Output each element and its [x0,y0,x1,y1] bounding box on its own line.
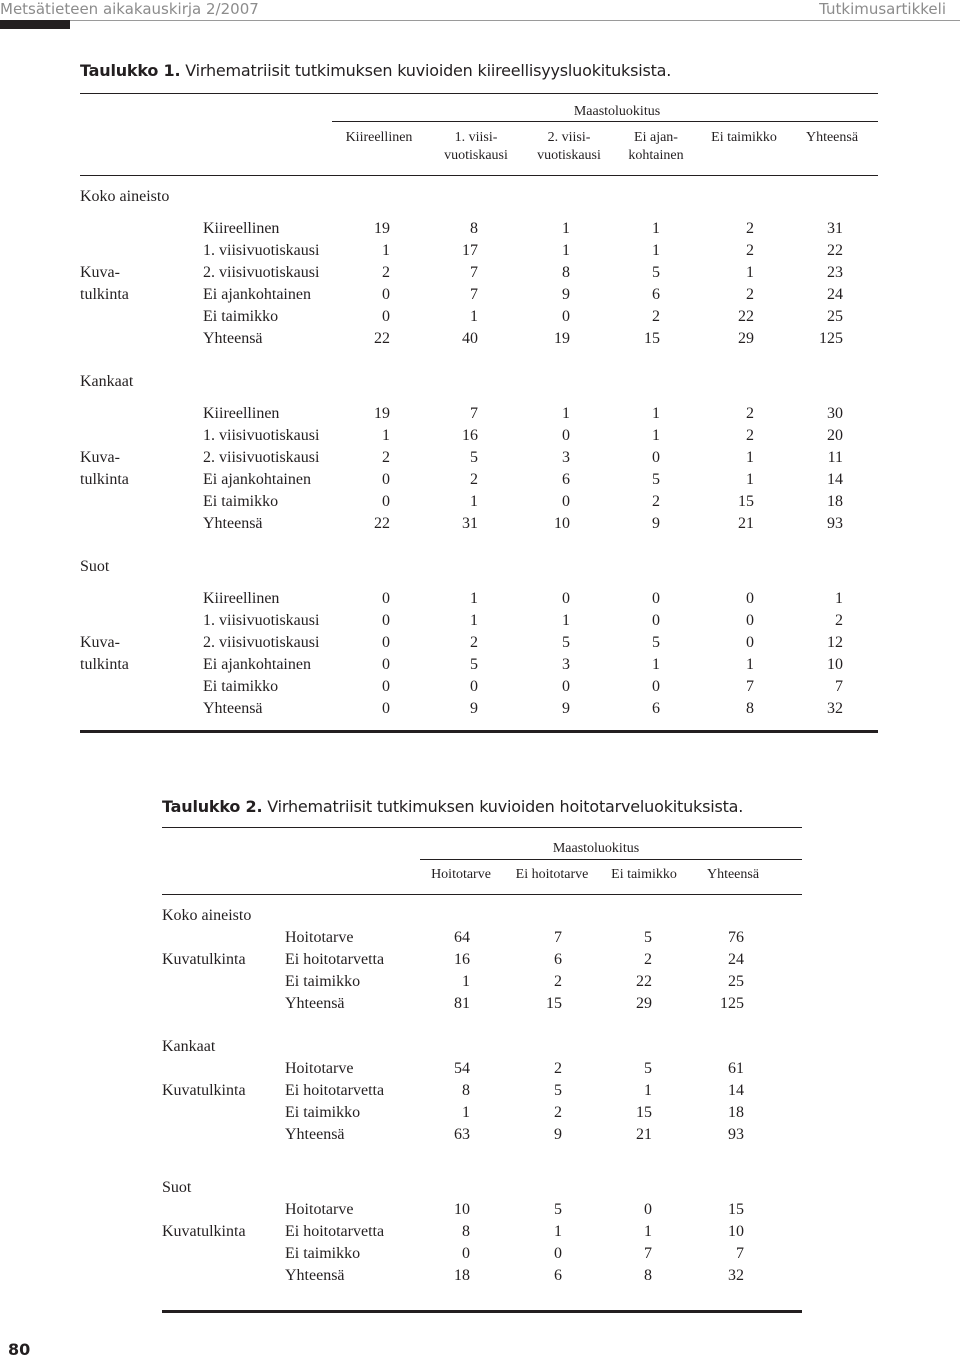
table2-cell: 5 [644,929,652,946]
table1-cell: 7 [835,678,843,695]
table2-cell: 7 [554,929,562,946]
table1-cell: 1 [652,656,660,673]
table2-cell: 61 [728,1060,744,1077]
table2-cell: 8 [462,1223,470,1240]
table2-cell: 10 [728,1223,744,1240]
table1-cell: 0 [562,427,570,444]
table1-group-header: Maastoluokitus [573,104,661,119]
table2-cell: 0 [554,1245,562,1262]
table1-cell: 2 [652,493,660,510]
table1-cell: 0 [382,678,390,695]
table1-cell: 1 [746,471,754,488]
table1-cell: 93 [827,515,843,532]
table1-caption-label: Taulukko 1. [80,61,181,80]
table1-cell: 1 [562,220,570,237]
table1-bottom-rule [80,730,878,733]
table2-group-header: Maastoluokitus [552,841,640,856]
table1-cell: 1 [562,405,570,422]
table2-cell: 32 [728,1267,744,1284]
table2-cell: 2 [644,951,652,968]
table1-column-header: Kiireellinen [345,130,413,145]
table2-cell: 15 [728,1201,744,1218]
table1-cell: 9 [562,700,570,717]
table2-side-label: Kuvatulkinta [162,1223,246,1240]
table1-cell: 1 [652,405,660,422]
table1-cell: 0 [652,449,660,466]
table1-cell: 22 [738,308,754,325]
table1-cell: 9 [470,700,478,717]
table1-row-label: 2. viisivuotiskausi [203,264,320,281]
table2-cell: 18 [454,1267,470,1284]
table2-cell: 63 [454,1126,470,1143]
table1-cell: 1 [562,612,570,629]
table1-cell: 6 [652,700,660,717]
table2-cell: 10 [454,1201,470,1218]
table1-cell: 0 [382,700,390,717]
table1-cell: 0 [746,612,754,629]
table1-cell: 2 [746,405,754,422]
table1-side-label: Kuva- [80,449,120,466]
table2-cell: 5 [554,1082,562,1099]
table1-cell: 1 [470,612,478,629]
table1-row-label: Kiireellinen [203,405,280,422]
table1-cell: 20 [827,427,843,444]
table1-cell: 5 [470,656,478,673]
table1-cell: 2 [746,427,754,444]
table2-cell: 0 [462,1245,470,1262]
table1-cell: 25 [827,308,843,325]
table1-cell: 0 [382,634,390,651]
table2-group-rule [420,859,802,860]
table1-cell: 15 [644,330,660,347]
table1-cell: 1 [746,264,754,281]
table1-row-label: Ei ajankohtainen [203,656,311,673]
table1-column-header: Ei ajan- [634,130,678,145]
table2-cell: 9 [554,1126,562,1143]
table1-row-label: Kiireellinen [203,220,280,237]
table1-cell: 15 [738,493,754,510]
table1-cell: 21 [738,515,754,532]
table1-cell: 7 [470,405,478,422]
table1-cell: 125 [819,330,843,347]
table1-cell: 0 [470,678,478,695]
table2-cell: 125 [720,995,744,1012]
table1-cell: 16 [462,427,478,444]
table1-cell: 0 [562,678,570,695]
table2-bottom-rule [162,1310,802,1313]
table1-row-label: Ei taimikko [203,678,279,695]
table2-cell: 1 [462,973,470,990]
table1-cell: 32 [827,700,843,717]
table1-cell: 7 [746,678,754,695]
table1-cell: 0 [382,286,390,303]
table2-row-label: Hoitotarve [285,929,354,946]
table1-cell: 19 [374,405,390,422]
table1-cell: 1 [835,590,843,607]
table1-cell: 2 [746,242,754,259]
table1-cell: 0 [382,590,390,607]
table1-cell: 1 [382,427,390,444]
table1-column-header: Ei taimikko [711,130,777,145]
header-bar [0,20,70,29]
table1-section-title: Koko aineisto [80,188,170,205]
table1-cell: 3 [562,656,570,673]
table2-cell: 93 [728,1126,744,1143]
table1-row-label: 1. viisivuotiskausi [203,612,320,629]
table2-cell: 25 [728,973,744,990]
table1-cell: 5 [652,634,660,651]
table2-cell: 6 [554,1267,562,1284]
table1-cell: 0 [652,612,660,629]
table1-cell: 1 [470,308,478,325]
table1-cell: 2 [470,634,478,651]
table2-cell: 5 [644,1060,652,1077]
table1-cell: 31 [827,220,843,237]
table2-cell: 54 [454,1060,470,1077]
table1-cell: 8 [562,264,570,281]
table1-row-label: 2. viisivuotiskausi [203,449,320,466]
table1-cell: 22 [374,515,390,532]
table1-cell: 9 [652,515,660,532]
table1-row-label: Yhteensä [203,700,263,717]
table2-cell: 5 [554,1201,562,1218]
table1-cell: 22 [827,242,843,259]
table1-row-label: Ei taimikko [203,493,279,510]
table1-cell: 1 [652,242,660,259]
table2-column-header: Ei taimikko [611,867,677,882]
table2-column-header: Ei hoitotarve [515,867,589,882]
table1-top-rule [80,93,878,94]
table2-cell: 14 [728,1082,744,1099]
table2-row-label: Yhteensä [285,1267,345,1284]
table1-caption-text: Virhematriisit tutkimuksen kuvioiden kiireellisyysluokituksista. [180,61,672,80]
table2-section-title: Koko aineisto [162,907,252,924]
table2-row-label: Yhteensä [285,1126,345,1143]
table2-cell: 1 [462,1104,470,1121]
table1-section-title: Kankaat [80,373,134,390]
table1-cell: 0 [562,590,570,607]
table1-column-header: vuotiskausi [444,148,508,163]
table2-row-label: Ei taimikko [285,973,361,990]
table1-cell: 5 [470,449,478,466]
table2-cell: 15 [546,995,562,1012]
header-rule [0,20,960,21]
table2-header-rule [162,894,802,895]
table1-cell: 0 [562,493,570,510]
table1-row-label: Ei taimikko [203,308,279,325]
table1-cell: 19 [554,330,570,347]
table2-cell: 64 [454,929,470,946]
table2-row-label: Ei hoitotarvetta [285,951,385,968]
table2-cell: 8 [644,1267,652,1284]
table1-cell: 0 [652,590,660,607]
table1-cell: 7 [470,264,478,281]
table1-row-label: Ei ajankohtainen [203,471,311,488]
table2-cell: 0 [644,1201,652,1218]
table1-column-header: 1. viisi- [454,130,498,145]
table2-cell: 1 [644,1082,652,1099]
table1-cell: 22 [374,330,390,347]
page-number: 80 [8,1340,31,1359]
table1-cell: 24 [827,286,843,303]
table1-cell: 1 [470,493,478,510]
table2-cell: 15 [636,1104,652,1121]
table2-column-header: Hoitotarve [431,867,491,882]
table1-cell: 6 [562,471,570,488]
table2-cell: 18 [728,1104,744,1121]
journal-title: Metsätieteen aikakauskirja 2/2007 [0,0,259,18]
table1-caption [80,61,671,80]
table2-section-title: Suot [162,1179,192,1196]
table2-section-title: Kankaat [162,1038,216,1055]
table1-cell: 0 [746,590,754,607]
table2-cell: 2 [554,973,562,990]
table2-cell: 2 [554,1104,562,1121]
table1-cell: 2 [746,220,754,237]
table1-side-label: tulkinta [80,286,129,303]
table1-cell: 2 [382,449,390,466]
table1-cell: 0 [652,678,660,695]
table2-cell: 1 [554,1223,562,1240]
table1-section-title: Suot [80,558,110,575]
section-label: Tutkimusartikkeli [819,0,946,18]
table2-cell: 7 [644,1245,652,1262]
table1-cell: 2 [470,471,478,488]
table1-cell: 10 [554,515,570,532]
table1-cell: 2 [382,264,390,281]
table1-cell: 1 [746,449,754,466]
table1-cell: 30 [827,405,843,422]
table1-cell: 5 [652,471,660,488]
table2-cell: 1 [644,1223,652,1240]
table1-cell: 40 [462,330,478,347]
table1-cell: 17 [462,242,478,259]
table2-cell: 6 [554,951,562,968]
table1-row-label: 1. viisivuotiskausi [203,427,320,444]
table1-cell: 5 [562,634,570,651]
table2-column-header: Yhteensä [706,867,760,882]
table1-cell: 1 [382,242,390,259]
table1-side-label: tulkinta [80,471,129,488]
table1-cell: 3 [562,449,570,466]
table1-cell: 19 [374,220,390,237]
table1-cell: 0 [382,656,390,673]
table1-cell: 0 [746,634,754,651]
table2-cell: 8 [462,1082,470,1099]
table2-cell: 21 [636,1126,652,1143]
table2-side-label: Kuvatulkinta [162,951,246,968]
table2-side-label: Kuvatulkinta [162,1082,246,1099]
table1-cell: 7 [470,286,478,303]
table1-side-label: tulkinta [80,656,129,673]
table2-row-label: Hoitotarve [285,1060,354,1077]
table1-cell: 10 [827,656,843,673]
table2-cell: 76 [728,929,744,946]
table1-cell: 2 [652,308,660,325]
table1-cell: 8 [470,220,478,237]
table1-cell: 8 [746,700,754,717]
table1-cell: 1 [470,590,478,607]
table1-group-rule [332,121,878,122]
table1-cell: 18 [827,493,843,510]
table1-cell: 2 [746,286,754,303]
table1-cell: 23 [827,264,843,281]
table2-caption-text: Virhematriisit tutkimuksen kuvioiden hoitotarveluokituksista. [262,797,744,816]
table1-cell: 9 [562,286,570,303]
table2-row-label: Yhteensä [285,995,345,1012]
table1-column-header: vuotiskausi [537,148,601,163]
table2-cell: 22 [636,973,652,990]
table1-row-label: Yhteensä [203,330,263,347]
table2-cell: 81 [454,995,470,1012]
table1-cell: 5 [652,264,660,281]
table1-side-label: Kuva- [80,264,120,281]
table2-caption [162,797,743,816]
table1-cell: 0 [382,493,390,510]
table2-cell: 7 [736,1245,744,1262]
table1-column-header: Yhteensä [805,130,859,145]
table2-top-rule [162,827,802,828]
table2-cell: 2 [554,1060,562,1077]
table1-row-label: Yhteensä [203,515,263,532]
table2-cell: 16 [454,951,470,968]
table1-column-header: kohtainen [628,148,684,163]
table2-row-label: Hoitotarve [285,1201,354,1218]
table2-row-label: Ei hoitotarvetta [285,1082,385,1099]
table1-cell: 2 [835,612,843,629]
table1-cell: 0 [562,308,570,325]
table1-row-label: 1. viisivuotiskausi [203,242,320,259]
table1-row-label: 2. viisivuotiskausi [203,634,320,651]
table1-cell: 1 [562,242,570,259]
table1-side-label: Kuva- [80,634,120,651]
table1-row-label: Ei ajankohtainen [203,286,311,303]
table2-row-label: Ei hoitotarvetta [285,1223,385,1240]
table2-caption-label: Taulukko 2. [162,797,263,816]
table2-row-label: Ei taimikko [285,1104,361,1121]
table1-column-header: 2. viisi- [547,130,591,145]
table1-row-label: Kiireellinen [203,590,280,607]
table1-cell: 0 [382,612,390,629]
table1-cell: 1 [652,220,660,237]
table2-cell: 24 [728,951,744,968]
table1-cell: 1 [746,656,754,673]
table1-cell: 6 [652,286,660,303]
table1-cell: 0 [382,308,390,325]
table2-row-label: Ei taimikko [285,1245,361,1262]
table1-cell: 1 [652,427,660,444]
table1-cell: 14 [827,471,843,488]
table1-header-rule [80,175,878,176]
table1-cell: 11 [827,449,843,466]
table2-cell: 29 [636,995,652,1012]
table1-cell: 12 [827,634,843,651]
table1-cell: 0 [382,471,390,488]
table1-cell: 29 [738,330,754,347]
table1-cell: 31 [462,515,478,532]
